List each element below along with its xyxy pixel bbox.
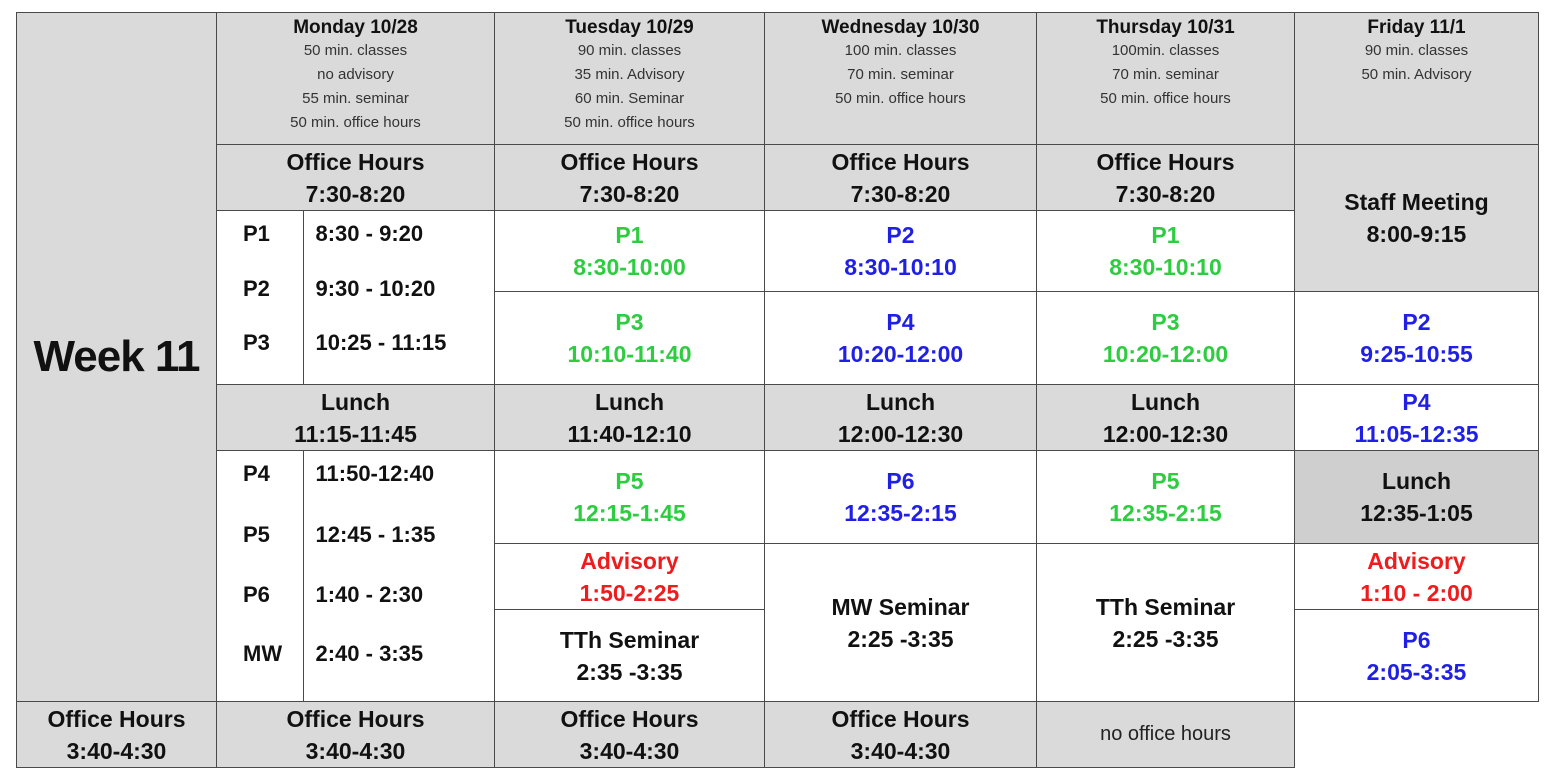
friday-staff-meeting: [1295, 145, 1539, 292]
wednesday-block-3: [765, 451, 1037, 544]
block-label: Office Hours: [286, 705, 425, 732]
week-schedule-table: [16, 12, 1539, 768]
day-detail: 50 min. office hours: [1100, 90, 1231, 107]
monday-afternoon-periods: [217, 451, 495, 702]
block-time: 2:25 -3:35: [847, 625, 954, 652]
block-label: Lunch: [321, 388, 390, 415]
block-time: 8:30-10:10: [1109, 254, 1222, 280]
block-label: TTh Seminar: [559, 626, 700, 653]
monday-office-hours-pm: [17, 702, 217, 768]
list-item: [217, 451, 494, 522]
monday-lunch: [217, 385, 495, 451]
block-label: Lunch: [595, 388, 664, 415]
block-time: 1:50-2:25: [579, 579, 680, 606]
block-label: Advisory: [580, 547, 679, 574]
friday-block-1: [1295, 292, 1539, 385]
list-item: [217, 276, 494, 330]
day-detail: 90 min. classes: [577, 42, 682, 59]
period-label: P4: [243, 461, 270, 486]
day-detail: 90 min. classes: [1364, 42, 1469, 59]
block-time: 9:25-10:55: [1360, 341, 1473, 367]
period-label: P6: [243, 581, 270, 607]
block-time: 1:10 - 2:00: [1360, 579, 1473, 606]
list-item: [217, 582, 494, 642]
block-label: P1: [1151, 222, 1180, 248]
period-label: P5: [243, 522, 270, 548]
period-time: 1:40 - 2:30: [303, 582, 494, 642]
thursday-seminar: [1037, 544, 1295, 702]
block-label: P6: [1402, 626, 1431, 653]
day-header-monday: [217, 13, 495, 145]
day-detail: 70 min. seminar: [847, 66, 954, 83]
block-time: 12:00-12:30: [1102, 420, 1229, 447]
monday-morning-list: [217, 211, 494, 384]
day-title: Thursday 10/31: [1096, 17, 1235, 38]
monday-office-hours-am: [217, 145, 495, 211]
list-item: [217, 641, 494, 701]
block-label: Advisory: [1367, 547, 1466, 574]
monday-morning-periods: [217, 211, 495, 385]
block-time: 8:30-10:10: [844, 254, 957, 280]
block-label: Office Hours: [560, 148, 699, 175]
day-header-wednesday: [765, 13, 1037, 145]
friday-advisory: [1295, 544, 1539, 610]
thursday-office-hours-pm: [765, 702, 1037, 768]
block-label: P4: [1402, 388, 1431, 415]
friday-block-2: [1295, 385, 1539, 451]
block-label: TTh Seminar: [1095, 593, 1236, 620]
wednesday-office-hours-pm: [495, 702, 765, 768]
block-label: Office Hours: [1096, 148, 1235, 175]
day-detail: 55 min. seminar: [302, 90, 409, 107]
thursday-office-hours-am: [1037, 145, 1295, 211]
block-label: Office Hours: [560, 705, 699, 732]
tuesday-block-2: [495, 292, 765, 385]
block-label: Lunch: [1382, 468, 1451, 494]
block-time: 3:40-4:30: [579, 737, 680, 764]
wednesday-office-hours-am: [765, 145, 1037, 211]
block-time: 11:05-12:35: [1354, 420, 1479, 447]
list-item: [217, 330, 494, 384]
block-label: Office Hours: [47, 705, 186, 732]
wednesday-lunch: [765, 385, 1037, 451]
day-header-thursday: [1037, 13, 1295, 145]
block-time: 2:35 -3:35: [576, 658, 683, 685]
monday-afternoon-list: [217, 451, 494, 701]
period-time: 12:45 - 1:35: [303, 522, 494, 582]
block-time: 8:30-10:00: [573, 254, 686, 280]
block-label: Staff Meeting: [1344, 189, 1489, 215]
block-time: 10:10-11:40: [567, 341, 692, 367]
block-time: 12:35-1:05: [1360, 500, 1473, 526]
block-label: P2: [886, 222, 915, 248]
tuesday-office-hours-am: [495, 145, 765, 211]
block-time: 12:35-2:15: [844, 500, 957, 526]
thursday-block-2: [1037, 292, 1295, 385]
period-label: MW: [243, 641, 283, 667]
block-time: 7:30-8:20: [579, 180, 680, 207]
block-label: Lunch: [1131, 388, 1200, 415]
day-header-tuesday: [495, 13, 765, 145]
day-detail: 50 min. office hours: [290, 114, 421, 131]
day-title: Friday 11/1: [1367, 17, 1466, 38]
block-time: 2:05-3:35: [1366, 658, 1467, 685]
tuesday-seminar: [495, 610, 765, 702]
day-header-friday: [1295, 13, 1539, 145]
friday-block-3: [1295, 610, 1539, 702]
block-time: 12:35-2:15: [1109, 500, 1222, 526]
day-detail: 100min. classes: [1111, 42, 1220, 59]
tuesday-block-1: [495, 211, 765, 292]
block-time: 10:20-12:00: [1102, 341, 1229, 367]
day-title: Monday 10/28: [293, 17, 418, 38]
day-detail: 50 min. office hours: [835, 90, 966, 107]
block-time: 2:25 -3:35: [1112, 625, 1219, 652]
tuesday-office-hours-pm: [217, 702, 495, 768]
block-label: P4: [886, 309, 915, 335]
tuesday-lunch: [495, 385, 765, 451]
thursday-lunch: [1037, 385, 1295, 451]
block-time: 7:30-8:20: [850, 180, 951, 207]
period-time: 2:40 - 3:35: [303, 641, 494, 701]
block-label: P1: [615, 222, 644, 248]
wednesday-block-1: [765, 211, 1037, 292]
period-label: P3: [243, 329, 270, 355]
block-time: 7:30-8:20: [305, 180, 406, 207]
block-label: P5: [1151, 468, 1180, 494]
block-time: 10:20-12:00: [837, 341, 964, 367]
day-detail: 50 min. office hours: [564, 114, 695, 131]
friday-no-office-hours: no office hours: [1037, 702, 1295, 768]
block-label: P3: [615, 309, 644, 335]
block-time: 8:00-9:15: [1366, 221, 1467, 247]
day-detail: 70 min. seminar: [1112, 66, 1219, 83]
thursday-block-1: [1037, 211, 1295, 292]
period-time: 11:50-12:40: [303, 451, 494, 522]
block-label: P2: [1402, 309, 1431, 335]
block-time: 12:15-1:45: [573, 500, 686, 526]
day-detail: 50 min. Advisory: [1361, 66, 1472, 83]
block-time: 3:40-4:30: [66, 737, 167, 764]
block-label: P5: [615, 468, 644, 494]
period-time: 8:30 - 9:20: [303, 211, 494, 276]
block-label: MW Seminar: [831, 593, 970, 620]
block-time: 11:15-11:45: [294, 420, 417, 447]
period-time: 9:30 - 10:20: [303, 276, 494, 330]
block-label: P6: [886, 468, 915, 494]
day-title: Tuesday 10/29: [565, 17, 694, 38]
block-time: 12:00-12:30: [837, 420, 964, 447]
list-item: [217, 522, 494, 582]
friday-lunch: [1295, 451, 1539, 544]
period-label: P1: [243, 221, 270, 246]
period-time: 10:25 - 11:15: [303, 330, 494, 384]
block-label: Office Hours: [286, 148, 425, 175]
block-label: Office Hours: [831, 705, 970, 732]
week-label: Week 11: [17, 13, 217, 702]
thursday-block-3: [1037, 451, 1295, 544]
block-time: 3:40-4:30: [305, 737, 406, 764]
day-title: Wednesday 10/30: [821, 17, 980, 38]
block-time: 11:40-12:10: [567, 420, 692, 447]
tuesday-block-3: [495, 451, 765, 544]
tuesday-advisory: [495, 544, 765, 610]
wednesday-seminar: [765, 544, 1037, 702]
day-detail: 35 min. Advisory: [574, 66, 685, 83]
day-detail: 60 min. Seminar: [574, 90, 685, 107]
day-detail: 50 min. classes: [303, 42, 408, 59]
block-label: Office Hours: [831, 148, 970, 175]
wednesday-block-2: [765, 292, 1037, 385]
block-label: Lunch: [866, 388, 935, 415]
period-label: P2: [243, 275, 270, 301]
day-detail: 100 min. classes: [844, 42, 957, 59]
list-item: [217, 211, 494, 276]
block-time: 3:40-4:30: [850, 737, 951, 764]
block-time: 7:30-8:20: [1115, 180, 1216, 207]
day-detail: no advisory: [317, 66, 394, 83]
block-label: P3: [1151, 309, 1180, 335]
